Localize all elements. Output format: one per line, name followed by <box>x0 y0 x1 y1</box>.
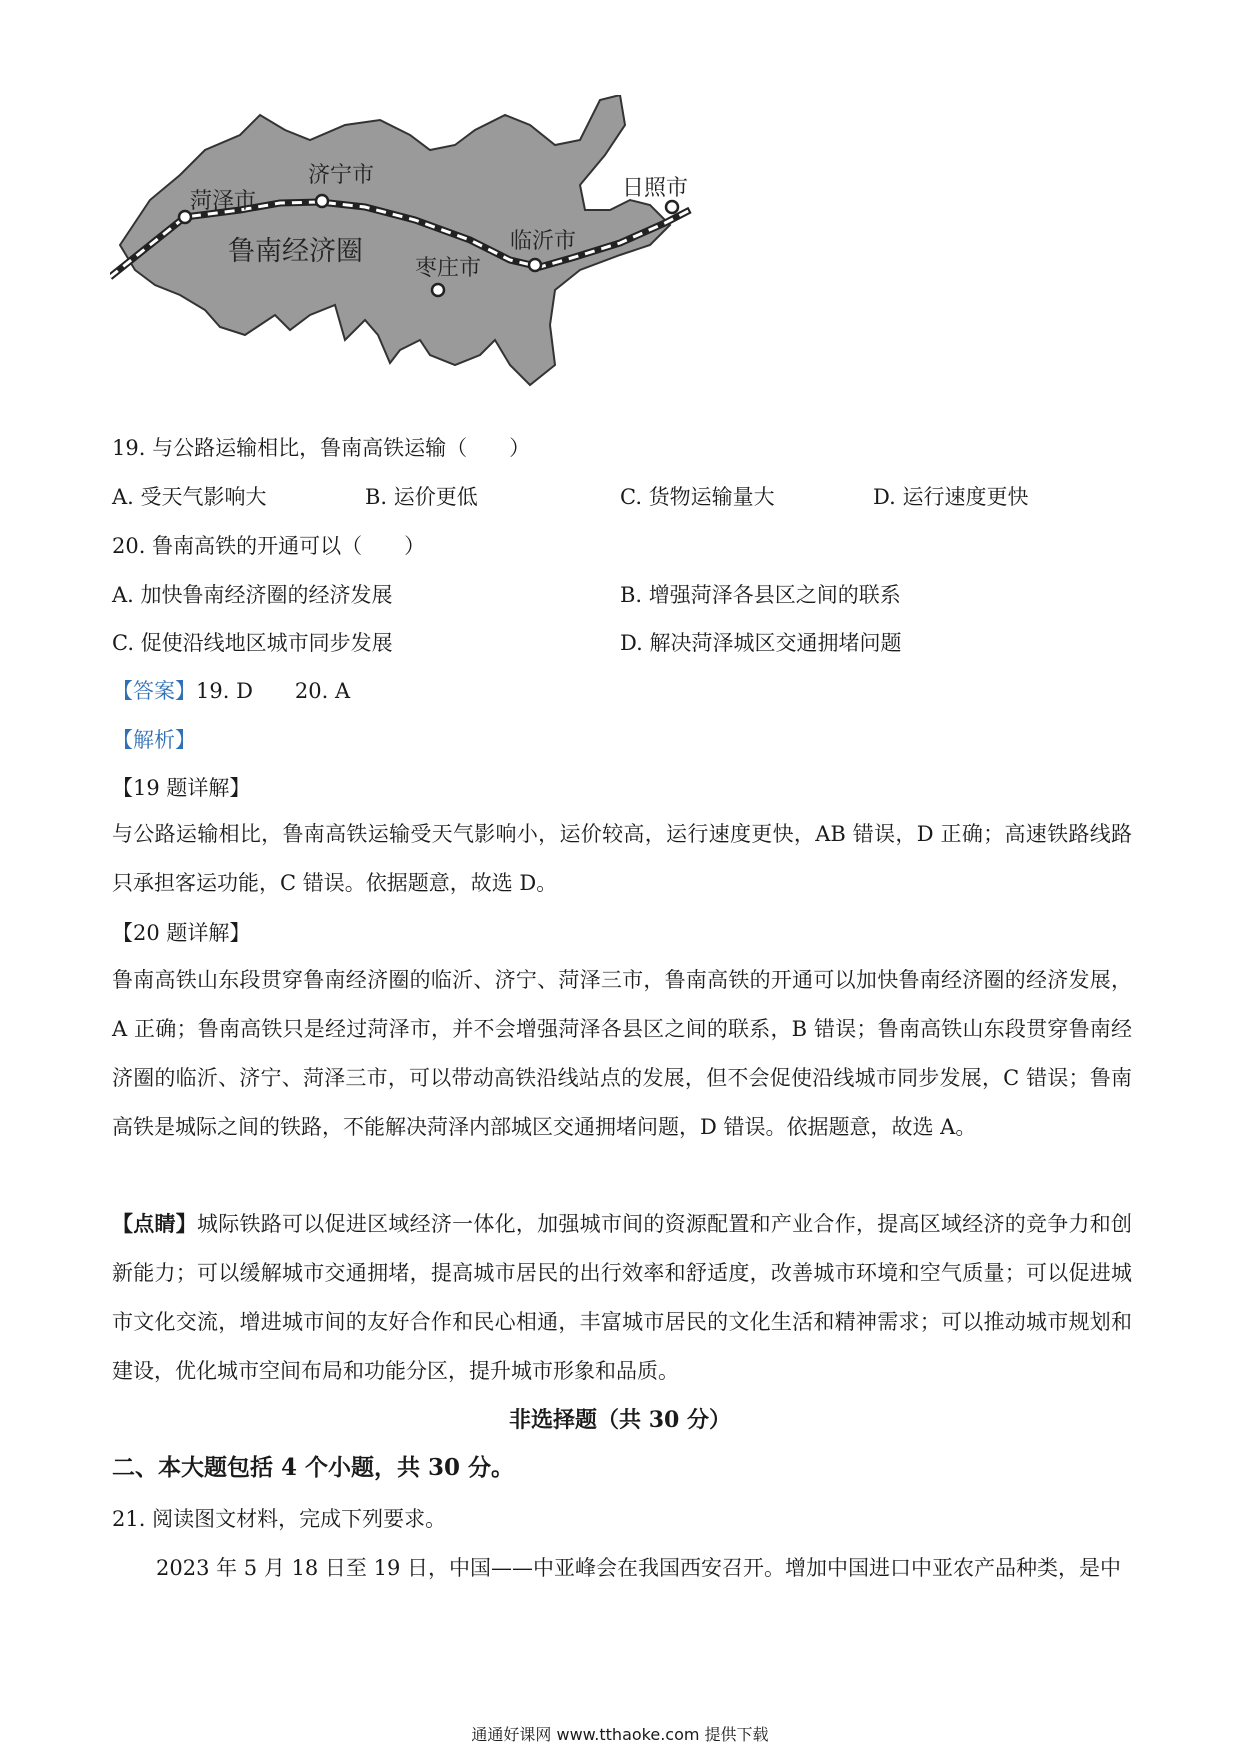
regional-map <box>110 95 790 415</box>
answer-text: 19. D 20. A <box>196 679 351 703</box>
city-marker-linyi <box>529 259 541 271</box>
q19-option-b: B. 运价更低 <box>365 485 478 509</box>
q19-stem: 19. 与公路运输相比，鲁南高铁运输（ ） <box>112 436 531 460</box>
q20-option-d: D. 解决菏泽城区交通拥堵问题 <box>620 631 902 655</box>
answer-line <box>112 676 350 706</box>
detail20-text: 鲁南高铁山东段贯穿鲁南经济圈的临沂、济宁、菏泽三市，鲁南高铁的开通可以加快鲁南经济圈的经济发展，A 正确；鲁南高铁只是经过菏泽市，并不会增强菏泽各县区之间的联系，B 错误；鲁南高铁山东段贯穿鲁南经济圈的临沂、济宁、菏泽三市，可以带动高铁沿线站点的发展，但不会促使沿线城市同步发展，C 错误；鲁南高铁是城际之间的铁路，不能解决菏泽内部城区交通拥堵问题，D 错误。依据题意，故选 A。 <box>112 968 1132 1139</box>
q19-option-d: D. 运行速度更快 <box>873 485 1029 509</box>
city-label-jining: 济宁市 <box>308 163 375 188</box>
city-label-heze: 菏泽市 <box>190 189 257 214</box>
city-marker-rizhao <box>666 201 678 213</box>
footer-text: 通通好课网 www.tthaoke.com 提供下载 <box>471 1725 769 1744</box>
city-marker-jining <box>316 195 328 207</box>
region-label: 鲁南经济圈 <box>228 236 363 267</box>
answer-tag: 【答案】 <box>112 679 196 703</box>
q20-option-c: C. 促使沿线地区城市同步发展 <box>112 631 393 655</box>
dianjing-tag: 【点睛】 <box>112 1211 198 1236</box>
city-marker-zaozhuang <box>432 284 444 296</box>
city-label-rizhao: 日照市 <box>622 176 689 201</box>
q19-option-c: C. 货物运输量大 <box>620 485 775 509</box>
dianjing-text: 城际铁路可以促进区域经济一体化，加强城市间的资源配置和产业合作，提高区域经济的竞争力和创新能力；可以缓解城市交通拥堵，提高城市居民的出行效率和舒适度，改善城市环境和空气质量；可以促进城市文化交流，增进城市间的友好合作和民心相通，丰富城市居民的文化生活和精神需求；可以推动城市规划和建设，优化城市空间布局和功能分区，提升城市形象和品质。 <box>112 1212 1133 1383</box>
analysis-tag: 【解析】 <box>112 728 196 752</box>
detail19-heading: 【19 题详解】 <box>112 776 251 800</box>
section-part: 二、本大题包括 4 个小题，共 30 分。 <box>112 1454 515 1481</box>
section-title: 非选择题（共 30 分） <box>509 1407 731 1433</box>
q21-material: 2023 年 5 月 18 日至 19 日，中国——中亚峰会在我国西安召开。增加中国进口中亚农产品种类，是中 <box>156 1556 1121 1580</box>
economic-circle-region <box>120 95 670 385</box>
city-label-zaozhuang: 枣庄市 <box>415 256 482 281</box>
dianjing-paragraph <box>112 1199 1132 1396</box>
q21-stem: 21. 阅读图文材料，完成下列要求。 <box>112 1507 447 1531</box>
q19-option-a: A. 受天气影响大 <box>112 485 267 509</box>
city-label-linyi: 临沂市 <box>510 229 577 254</box>
q20-option-a: A. 加快鲁南经济圈的经济发展 <box>112 583 393 607</box>
q20-stem: 20. 鲁南高铁的开通可以（ ） <box>112 534 426 558</box>
q20-option-b: B. 增强菏泽各县区之间的联系 <box>620 583 901 607</box>
detail20-heading: 【20 题详解】 <box>112 921 251 945</box>
detail19-text: 与公路运输相比，鲁南高铁运输受天气影响小，运价较高，运行速度更快，AB 错误，D 正确；高速铁路线路只承担客运功能，C 错误。依据题意，故选 D。 <box>112 822 1132 895</box>
